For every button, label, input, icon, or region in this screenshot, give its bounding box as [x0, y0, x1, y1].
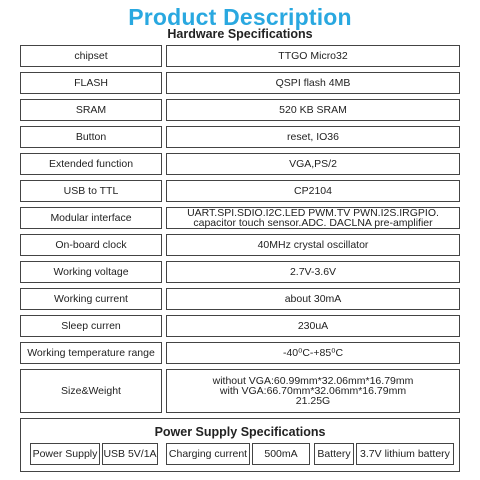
battery-value: 3.7V lithium battery — [356, 443, 454, 465]
power-supply-title: Power Supply Specifications — [154, 425, 326, 439]
spec-label-text: Sleep curren — [61, 320, 121, 332]
spec-row — [20, 315, 460, 337]
spec-value-line: 21.25G — [295, 395, 331, 407]
spec-value — [166, 369, 460, 413]
spec-row — [20, 99, 460, 121]
spec-value-line: QSPI flash 4MB — [275, 77, 351, 89]
spec-label — [20, 288, 162, 310]
spec-label — [20, 342, 162, 364]
spec-label — [20, 72, 162, 94]
spec-row — [20, 153, 460, 175]
spec-row — [20, 72, 460, 94]
spec-value-line: without VGA:60.99mm*32.06mm*16.79mm — [212, 375, 414, 387]
spec-label — [20, 234, 162, 256]
spec-row — [20, 45, 460, 67]
spec-value-line: CP2104 — [294, 185, 332, 197]
page-subtitle: Hardware Specifications — [167, 27, 313, 41]
spec-value — [166, 207, 460, 229]
spec-label-text: Modular interface — [50, 212, 132, 224]
spec-row — [20, 126, 460, 148]
spec-value-line: with VGA:66.70mm*32.06mm*16.79mm — [219, 385, 407, 397]
spec-label-text: chipset — [74, 50, 108, 62]
spec-label-text: Size&Weight — [61, 385, 121, 397]
spec-label — [20, 207, 162, 229]
spec-value — [166, 45, 460, 67]
spec-value-line: 230uA — [297, 320, 329, 332]
spec-label — [20, 315, 162, 337]
spec-value-line: TTGO Micro32 — [278, 50, 348, 62]
spec-label-text: Button — [75, 131, 107, 143]
spec-row — [20, 180, 460, 202]
spec-label-text: Extended function — [48, 158, 134, 170]
spec-label-text: Working current — [54, 293, 128, 305]
spec-value-line: VGA,PS/2 — [289, 158, 337, 170]
spec-row — [20, 207, 460, 229]
spec-value — [166, 288, 460, 310]
spec-value-line: UART.SPI.SDIO.I2C.LED PWM.TV PWN.I2S.IRGPIO. — [187, 207, 439, 219]
spec-value-line: 40MHz crystal oscillator — [257, 239, 369, 251]
spec-label-text: Working voltage — [53, 266, 129, 278]
power-supply-value: USB 5V/1A — [102, 443, 158, 465]
page-title: Product Description — [128, 4, 352, 30]
spec-row — [20, 234, 460, 256]
spec-label-text: SRAM — [75, 104, 107, 116]
spec-label — [20, 126, 162, 148]
spec-value-line: 2.7V-3.6V — [289, 266, 337, 278]
spec-row — [20, 261, 460, 283]
spec-value — [166, 126, 460, 148]
spec-value-line: -40⁰C-+85⁰C — [282, 347, 344, 359]
spec-label-text: FLASH — [74, 77, 108, 89]
spec-value — [166, 72, 460, 94]
spec-value-line: reset, IO36 — [287, 131, 339, 143]
spec-value — [166, 153, 460, 175]
spec-label-text: USB to TTL — [63, 185, 119, 197]
spec-row — [20, 288, 460, 310]
spec-label-text: On-board clock — [55, 239, 127, 251]
spec-value — [166, 234, 460, 256]
spec-row — [20, 369, 460, 413]
spec-label — [20, 153, 162, 175]
charging-current-label: Charging current — [166, 443, 250, 465]
spec-label — [20, 180, 162, 202]
spec-value — [166, 315, 460, 337]
battery-label: Battery — [314, 443, 354, 465]
spec-label — [20, 99, 162, 121]
spec-value — [166, 99, 460, 121]
spec-label — [20, 261, 162, 283]
spec-label-text: Working temperature range — [27, 347, 155, 359]
spec-label — [20, 45, 162, 67]
charging-current-value: 500mA — [252, 443, 310, 465]
power-supply-label: Power Supply — [30, 443, 100, 465]
spec-value-line: about 30mA — [284, 293, 342, 305]
spec-label — [20, 369, 162, 413]
spec-value — [166, 261, 460, 283]
spec-value — [166, 180, 460, 202]
spec-value-line: 520 KB SRAM — [279, 104, 347, 116]
spec-value — [166, 342, 460, 364]
spec-row — [20, 342, 460, 364]
spec-value-line: capacitor touch sensor.ADC. DACLNA pre-amplifier — [193, 217, 433, 229]
